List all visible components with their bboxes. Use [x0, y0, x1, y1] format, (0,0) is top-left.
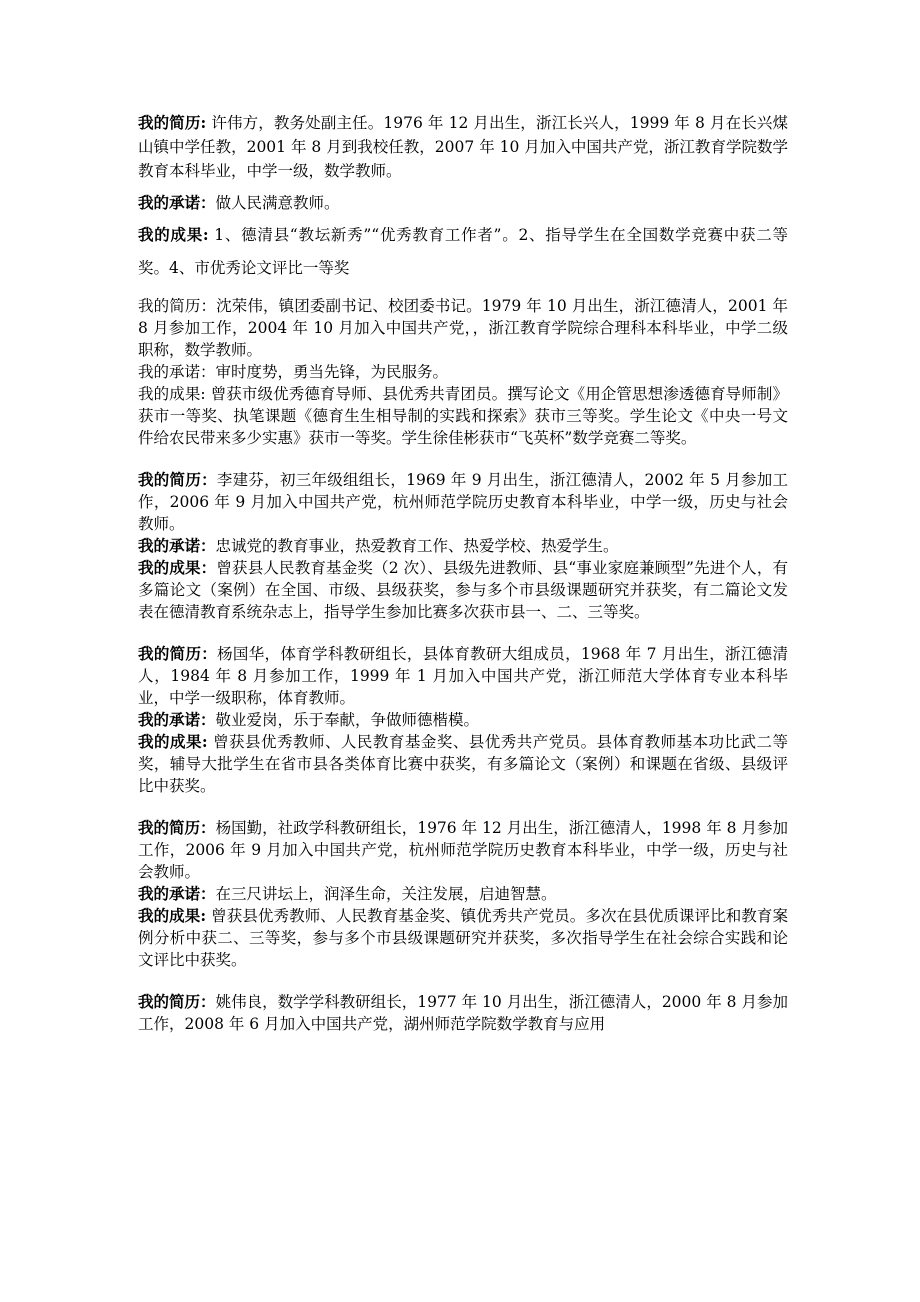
achievement-text: 曾获县人民教育基金奖（2 次）、县级先进教师、县“事业家庭兼顾型”先进个人，有多篇论文（案例）在全国、市级、县级获奖，参与多个市县级课题研究并获奖，有二篇论文发表在德清教育系统杂志上，指导学生参加比赛多次获市县一、二、三等奖。 [138, 559, 788, 621]
resume-label: 我的简历： [138, 644, 218, 663]
achievement-label: 我的成果: [138, 732, 208, 751]
profile-entry-1 [138, 111, 788, 285]
resume-paragraph [138, 111, 788, 183]
resume-paragraph [138, 469, 788, 535]
promise-label: 我的承诺： [138, 710, 216, 729]
achievement-paragraph [138, 905, 788, 971]
promise-text: 审时度势，勇当先锋，为民服务。 [215, 363, 449, 381]
promise-paragraph [138, 883, 788, 905]
resume-paragraph [138, 643, 788, 709]
achievement-label: 我的成果： [138, 558, 217, 577]
resume-text: 杨国华，体育学科教研组长，县体育教研大组成员，1968 年 7 月出生，浙江德清人，1984 年 8 月参加工作，1999 年 1 月加入中国共产党，浙江师范大学体育专业本科毕业，中学一级职称，体育教师。 [138, 645, 788, 707]
resume-text: 李建芬，初三年级组组长，1969 年 9 月出生，浙江德清人，2002 年 5 月参加工作，2006 年 9 月加入中国共产党，杭州师范学院历史教育本科毕业，中学一级，历史与社会教师。 [138, 471, 788, 533]
promise-paragraph [138, 709, 788, 731]
promise-paragraph [138, 361, 788, 383]
promise-label: 我的承诺： [138, 536, 216, 555]
profile-entry-6 [138, 991, 788, 1035]
profile-entry-5 [138, 817, 788, 971]
achievement-paragraph [138, 557, 788, 623]
promise-paragraph [138, 535, 788, 557]
resume-label: 我的简历: [138, 113, 207, 132]
achievement-text: 1、德清县“教坛新秀”“优秀教育工作者”。2、指导学生在全国数学竞赛中获二等奖。4、市优秀论文评比一等奖 [138, 226, 788, 277]
achievement-paragraph [138, 731, 788, 797]
resume-paragraph [138, 295, 788, 361]
promise-text: 敬业爱岗，乐于奉献，争做师德楷模。 [215, 711, 480, 729]
achievement-paragraph [138, 383, 788, 449]
resume-text: 许伟方，教务处副主任。1976 年 12 月出生，浙江长兴人，1999 年 8 月在长兴煤山镇中学任教，2001 年 8 月到我校任教，2007 年 10 月加入中国共产党，浙江教育学院数学教育本科毕业，中学一级，数学教师。 [138, 114, 788, 180]
resume-text: 杨国勤，社政学科教研组长，1976 年 12 月出生，浙江德清人，1998 年 8 月参加工作，2006 年 9 月加入中国共产党，杭州师范学院历史教育本科毕业，中学一级，历史与社会教师。 [138, 819, 788, 881]
achievement-label: 我的成果: [138, 906, 207, 925]
promise-text: 忠诚党的教育事业，热爱教育工作、热爱学校、热爱学生。 [215, 537, 619, 555]
promise-label: 我的承诺： [138, 363, 216, 381]
document-page [138, 111, 788, 1035]
achievement-paragraph [138, 218, 788, 285]
profile-entry-4 [138, 643, 788, 797]
promise-text: 做人民满意教师。 [215, 194, 340, 212]
profile-entry-2 [138, 295, 788, 449]
resume-label: 我的简历： [138, 818, 216, 837]
achievement-text: 曾获县优秀教师、人民教育基金奖、县优秀共产党员。县体育教师基本功比武二等奖，辅导大批学生在省市县各类体育比赛中获奖，有多篇论文（案例）和课题在省级、县级评比中获奖。 [138, 733, 788, 795]
resume-text: 沈荣伟，镇团委副书记、校团委书记。1979 年 10 月出生，浙江德清人，2001 年 8 月参加工作，2004 年 10 月加入中国共产党，，浙江教育学院综合理科本科毕业，中学二级职称，数学教师。 [138, 297, 788, 359]
achievement-label: 我的成果: [138, 385, 206, 403]
promise-paragraph [138, 191, 788, 215]
resume-text: 姚伟良，数学学科教研组长，1977 年 10 月出生，浙江德清人，2000 年 8 月参加工作，2008 年 6 月加入中国共产党，湖州师范学院数学教育与应用 [138, 993, 788, 1033]
resume-paragraph [138, 817, 788, 883]
profile-entry-3 [138, 469, 788, 623]
promise-label: 我的承诺： [138, 193, 216, 212]
resume-label: 我的简历： [138, 470, 217, 489]
promise-label: 我的承诺： [138, 884, 216, 903]
resume-paragraph [138, 991, 788, 1035]
achievement-text: 曾获县优秀教师、人民教育基金奖、镇优秀共产党员。多次在县优质课评比和教育案例分析中获二、三等奖，参与多个市县级课题研究并获奖，多次指导学生在社会综合实践和论文评比中获奖。 [138, 907, 788, 969]
resume-label: 我的简历： [138, 297, 217, 315]
achievement-label: 我的成果: [138, 225, 209, 244]
achievement-text: 曾获市级优秀德育导师、县优秀共青团员。撰写论文《用企管思想渗透德育导师制》获市一等奖、执笔课题《德育生生相导制的实践和探索》获市三等奖。学生论文《中央一号文件给农民带来多少实惠》获市一等奖。学生徐佳彬获市“飞英杯”数学竞赛二等奖。 [138, 385, 788, 447]
resume-label: 我的简历： [138, 992, 216, 1011]
promise-text: 在三尺讲坛上，润泽生命，关注发展，启迪智慧。 [215, 885, 557, 903]
